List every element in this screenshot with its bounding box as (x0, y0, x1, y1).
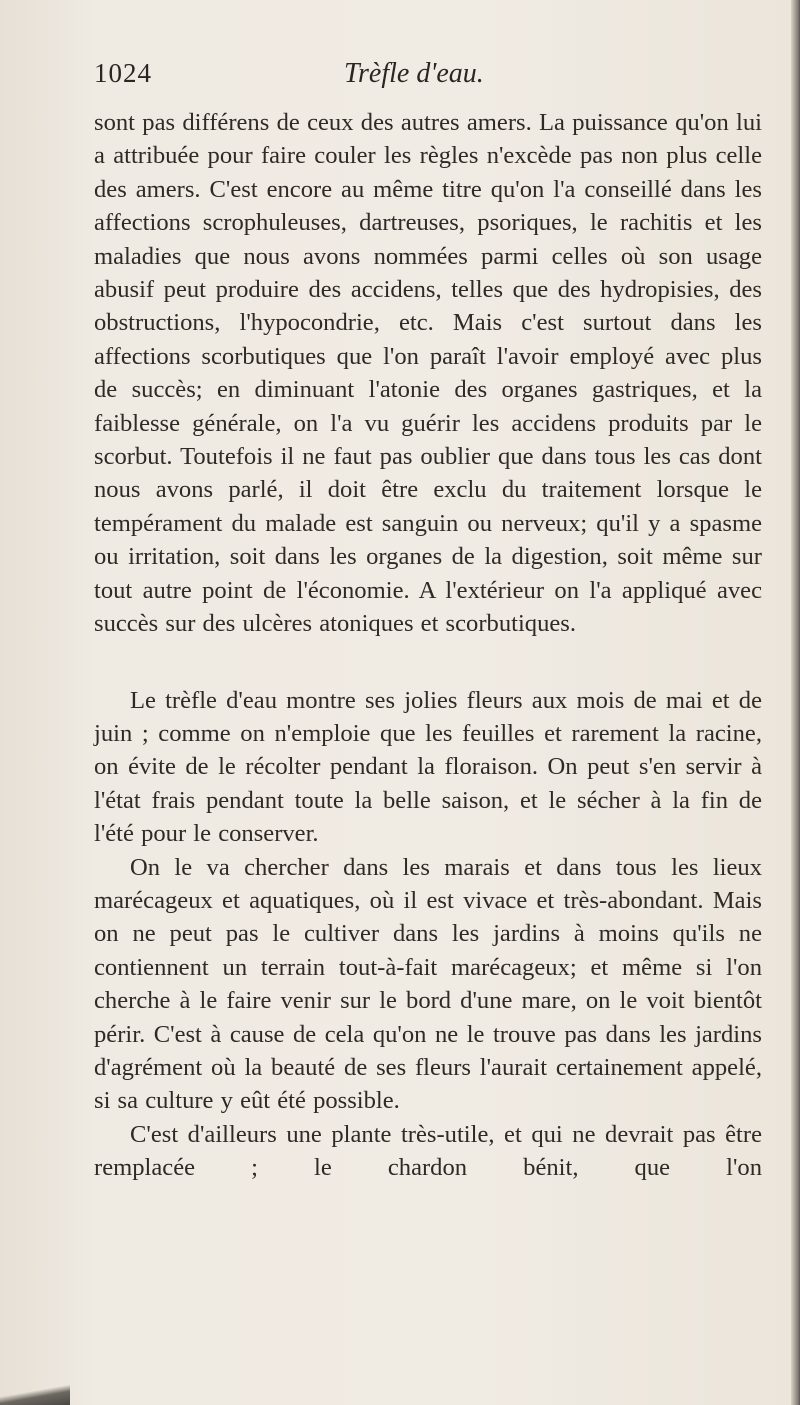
page-number: 1024 (94, 58, 152, 88)
corner-shadow (0, 1383, 70, 1405)
paragraph-flowering: Le trèfle d'eau montre ses jolies fleurs aux mois de mai et de juin ; comme on n'emploie que les feuilles et rarement la racine, on évite de le récolter pendant la floraison. On peut s'en servir à l'état frais pendant toute la belle saison, et le sécher à la fin de l'été pour le conserver. (94, 686, 762, 848)
running-title: Trèfle d'eau. (344, 58, 484, 89)
paragraph-gap (94, 641, 762, 684)
page-header (94, 58, 762, 98)
page-edge (791, 0, 800, 1405)
paragraph-habitat: On le va chercher dans les marais et dans tous les lieux marécageux et aquatiques, où il est vivace et très-abondant. Mais on ne peut pas le cultiver dans les jardins à moins qu'ils ne contiennent un terrain tout-à-fait marécageux; et même si l'on cherche à le faire venir sur le bord d'une mare, on le voit bientôt périr. C'est à cause de cela qu'on ne le trouve pas dans les jardins d'agrément où la beauté de ses fleurs l'aurait certainement appelé, si sa culture y eût été possible. (94, 853, 762, 1115)
paragraph-continued: sont pas différens de ceux des autres amers. La puissance qu'on lui a attribuée pour faire couler les règles n'excède pas non plus celle des amers. C'est encore au même titre qu'on l'a conseillé dans les affections scrophuleuses, dartreuses, psoriques, le rachitis et les maladies que nous avons nommées parmi celles où son usage abusif peut produire des accidens, telles que des hydropisies, des obstructions, l'hypocondrie, etc. Mais c'est surtout dans les affections scorbutiques que l'on paraît l'avoir employé avec plus de succès; en diminuant l'atonie des organes gastriques, et la faiblesse générale, on l'a vu guérir les accidens produits par le scorbut. Toutefois il ne faut pas oublier que dans tous les cas dont nous avons parlé, il doit être exclu du traitement lorsque le tempérament du malade est sanguin ou nerveux; qu'il y a spasme ou irritation, soit dans les organes de la digestion, soit même sur tout autre point de l'économie. A l'extérieur on l'a appliqué avec succès sur des ulcères atoniques et scorbutiques. (94, 109, 762, 638)
paragraph-usefulness: C'est d'ailleurs une plante très-utile, et qui ne devrait pas être remplacée ; le chardon bénit, que l'on (94, 1120, 762, 1182)
body-text (94, 106, 762, 1185)
